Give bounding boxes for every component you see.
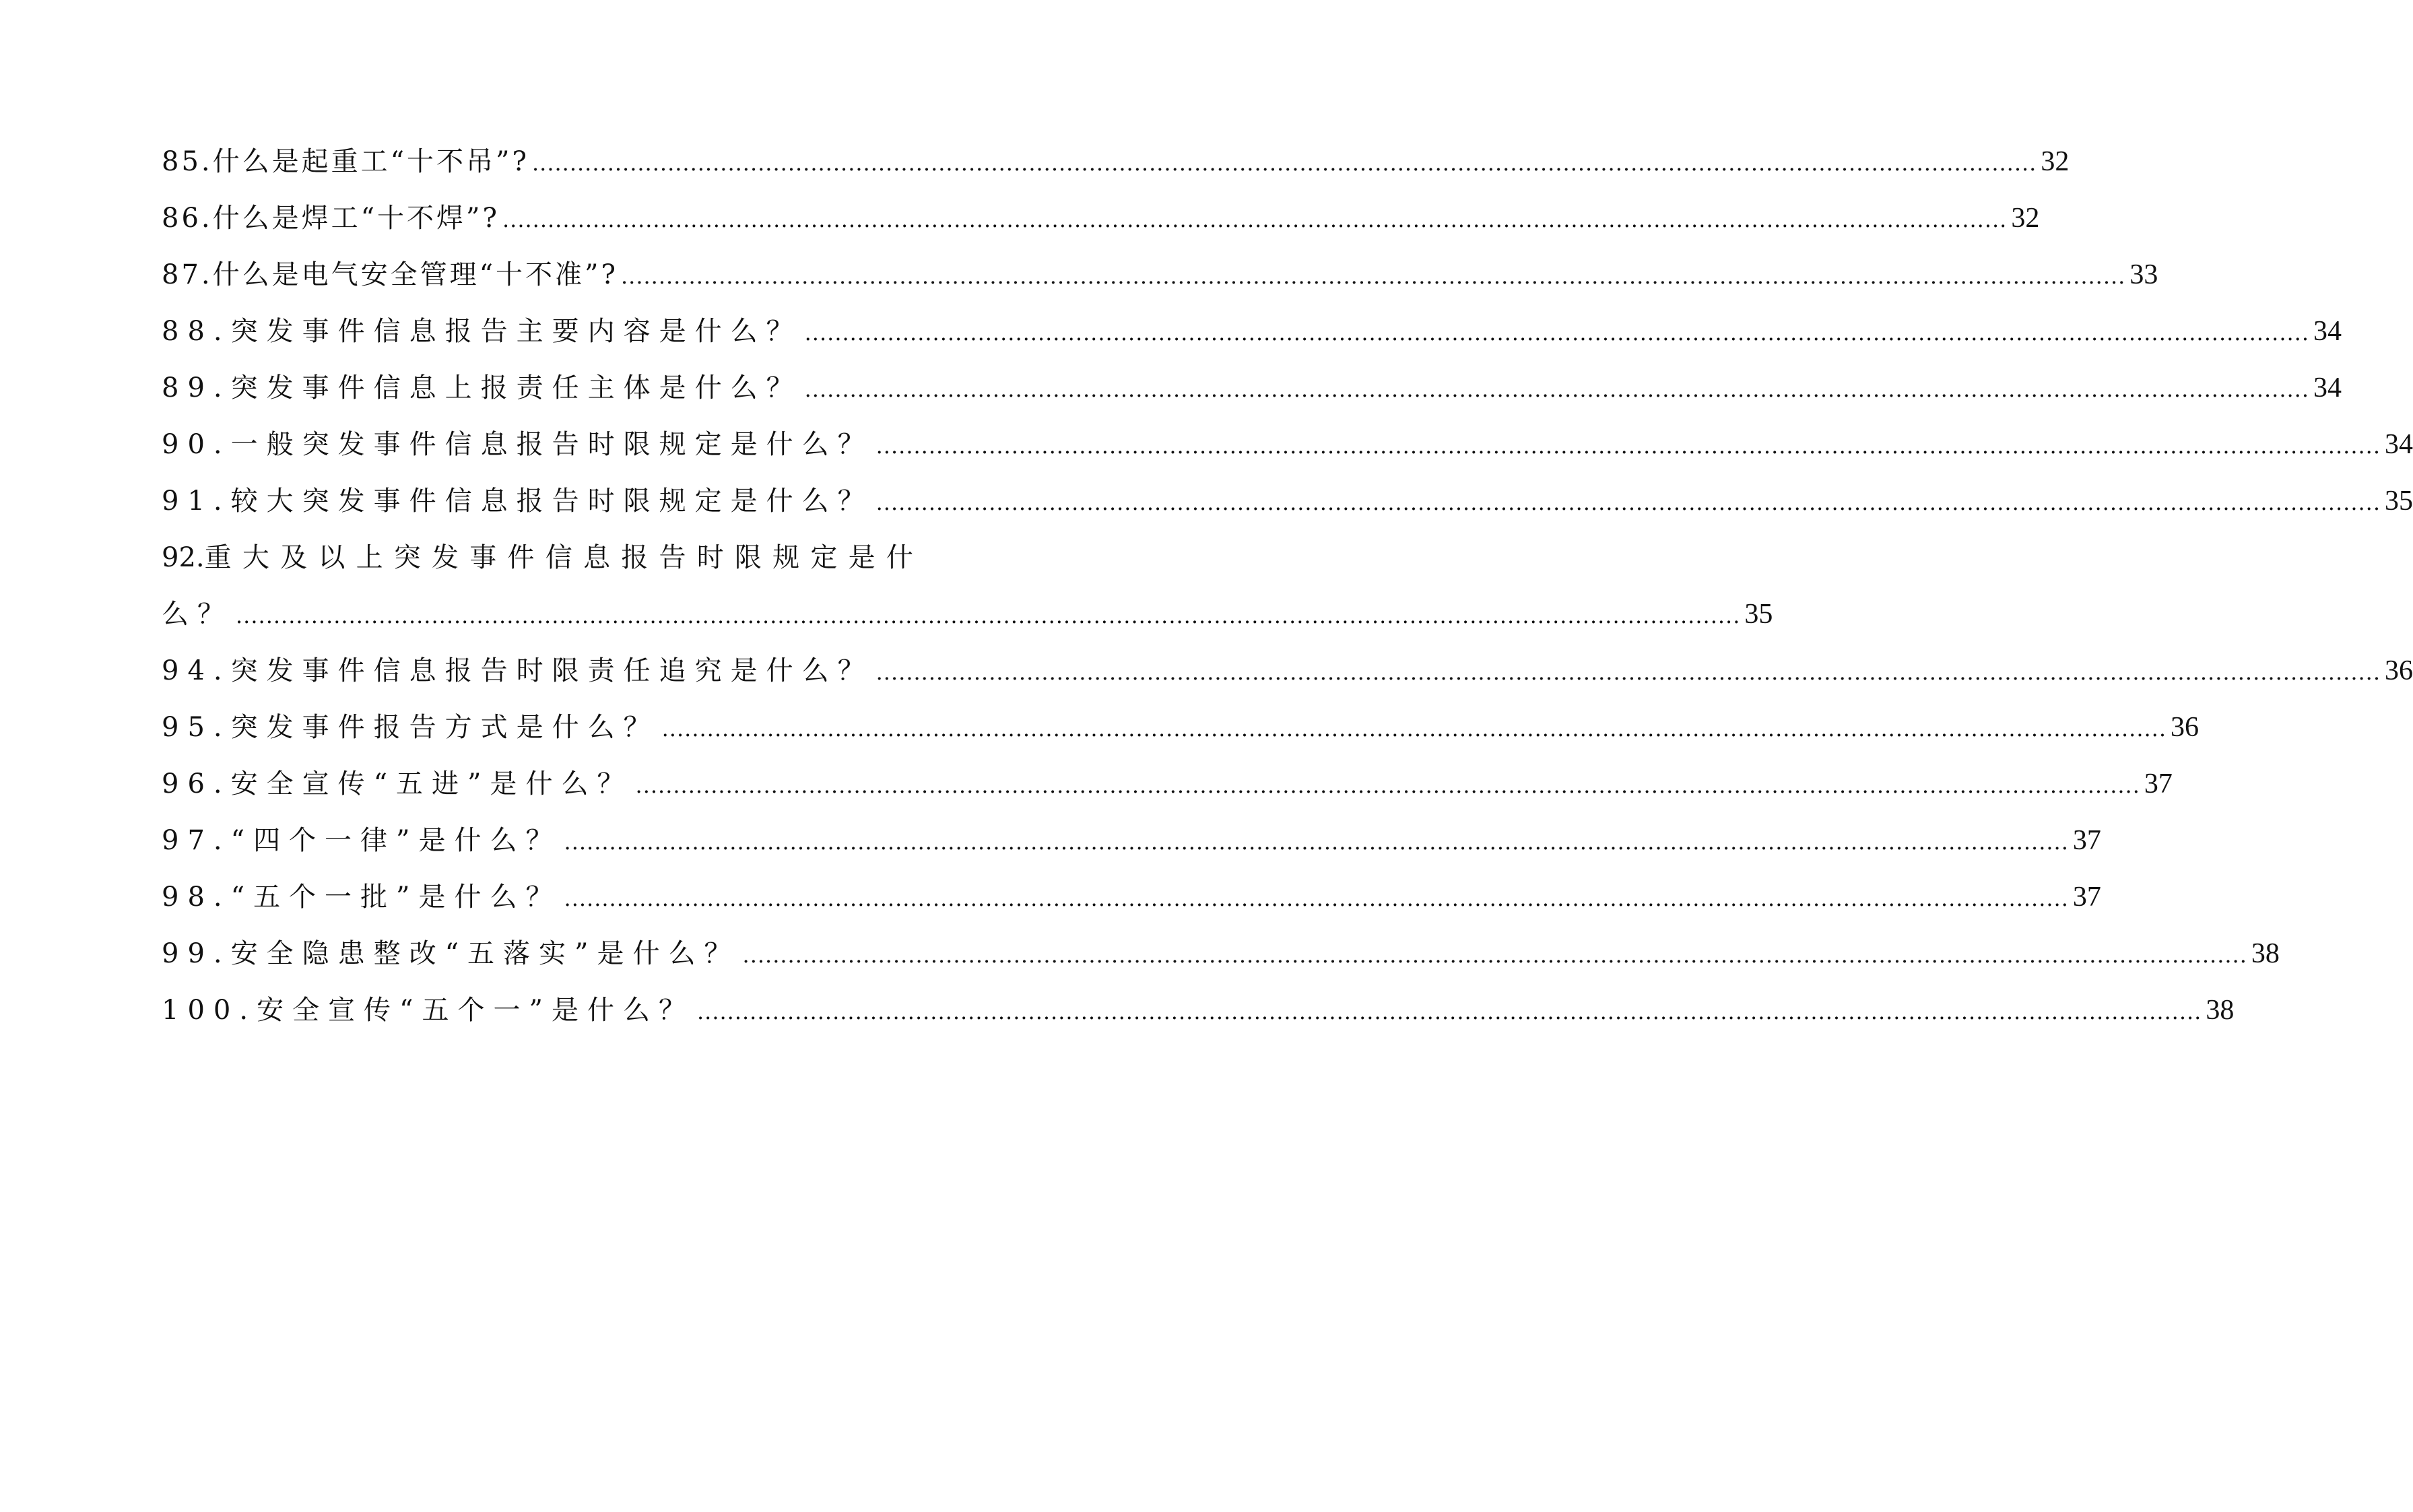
toc-entry[interactable] bbox=[162, 529, 913, 586]
toc-entry[interactable] bbox=[162, 699, 2199, 756]
table-of-contents bbox=[162, 133, 2413, 1039]
toc-entry-title: 85.什么是起重工“十不吊”? bbox=[162, 146, 529, 177]
toc-entry-title: 99.安全隐患整改“五落实”是什么？ bbox=[162, 938, 740, 969]
toc-page-number: 34 bbox=[2313, 372, 2342, 403]
toc-page-number: 37 bbox=[2072, 825, 2101, 856]
toc-entry-title: 95.突发事件报告方式是什么？ bbox=[162, 712, 659, 743]
toc-entry[interactable] bbox=[162, 756, 2173, 812]
toc-entry-title: 88.突发事件信息报告主要内容是什么？ bbox=[162, 316, 802, 347]
toc-entry-title: 90.一般突发事件信息报告时限规定是什么？ bbox=[162, 429, 873, 460]
toc-entry-title: 89.突发事件信息上报责任主体是什么？ bbox=[162, 372, 802, 403]
toc-entry-title: 100.安全宣传“五个一”是什么？ bbox=[162, 995, 694, 1026]
toc-leader-dots: ........................................................................................................................................................................................................ bbox=[875, 433, 2381, 459]
toc-leader-dots: ........................................................................................................................................................................................................ bbox=[236, 603, 1741, 628]
toc-page-number: 35 bbox=[1744, 599, 1773, 630]
toc-entry[interactable] bbox=[162, 246, 2158, 303]
toc-leader-dots: ........................................................................................................................................................................................................ bbox=[804, 320, 2309, 346]
toc-page-number: 38 bbox=[2251, 938, 2280, 969]
toc-entry-title: 97.“四个一律”是什么？ bbox=[162, 825, 562, 856]
toc-entry-title: 86.什么是焊工“十不焊”? bbox=[162, 203, 500, 234]
toc-entry-title: 92.重 大 及 以 上 突 发 事 件 信 息 报 告 时 限 规 定 是 什 bbox=[162, 542, 913, 573]
toc-leader-dots: ........................................................................................................................................................................................................ bbox=[875, 659, 2381, 685]
toc-entry-title: 91.较大突发事件信息报告时限规定是什么？ bbox=[162, 486, 873, 517]
toc-entry-title: 94.突发事件信息报告时限责任追究是什么？ bbox=[162, 655, 873, 686]
toc-page-number: 38 bbox=[2206, 995, 2235, 1026]
toc-leader-dots: ........................................................................................................................................................................................................ bbox=[742, 942, 2247, 968]
toc-leader-dots: ........................................................................................................................................................................................................ bbox=[661, 716, 2167, 742]
toc-leader-dots: ........................................................................................................................................................................................................ bbox=[875, 490, 2381, 515]
toc-page-number: 37 bbox=[2144, 768, 2173, 799]
toc-leader-dots: ........................................................................................................................................................................................................ bbox=[635, 773, 2140, 798]
toc-leader-dots: ........................................................................................................................................................................................................ bbox=[564, 829, 2069, 855]
toc-entry[interactable] bbox=[162, 133, 2070, 190]
toc-entry-title: 96.安全宣传“五进”是什么？ bbox=[162, 768, 633, 799]
toc-entry-title: 87.什么是电气安全管理“十不准”? bbox=[162, 259, 618, 290]
toc-leader-dots: ........................................................................................................................................................................................................ bbox=[620, 263, 2126, 289]
toc-page-number: 37 bbox=[2072, 882, 2101, 913]
toc-leader-dots: ........................................................................................................................................................................................................ bbox=[531, 150, 2037, 176]
toc-leader-dots: ........................................................................................................................................................................................................ bbox=[696, 999, 2202, 1024]
toc-page-number: 34 bbox=[2313, 316, 2342, 347]
toc-entry[interactable] bbox=[162, 473, 2413, 529]
toc-leader-dots: ........................................................................................................................................................................................................ bbox=[502, 207, 2008, 232]
toc-entry[interactable] bbox=[162, 869, 2101, 925]
toc-page-number: 32 bbox=[2011, 203, 2040, 234]
toc-page-number: 36 bbox=[2171, 712, 2199, 743]
toc-entry-title: 98.“五个一批”是什么？ bbox=[162, 882, 562, 913]
toc-entry[interactable] bbox=[162, 925, 2280, 982]
toc-entry[interactable] bbox=[162, 360, 2342, 416]
toc-page-number: 36 bbox=[2385, 655, 2413, 686]
toc-entry[interactable] bbox=[162, 643, 2413, 699]
toc-entry[interactable] bbox=[162, 586, 1773, 643]
toc-page-number: 32 bbox=[2041, 146, 2070, 177]
toc-page-number: 35 bbox=[2385, 486, 2413, 517]
toc-entry-title: 么？ bbox=[162, 599, 233, 630]
toc-leader-dots: ........................................................................................................................................................................................................ bbox=[804, 376, 2309, 402]
toc-page-number: 33 bbox=[2129, 259, 2158, 290]
toc-entry[interactable] bbox=[162, 982, 2235, 1039]
toc-entry[interactable] bbox=[162, 812, 2101, 869]
toc-leader-dots: ........................................................................................................................................................................................................ bbox=[564, 886, 2069, 911]
toc-entry[interactable] bbox=[162, 416, 2413, 473]
toc-entry[interactable] bbox=[162, 303, 2342, 360]
toc-page-number: 34 bbox=[2385, 429, 2413, 460]
toc-entry[interactable] bbox=[162, 190, 2040, 246]
